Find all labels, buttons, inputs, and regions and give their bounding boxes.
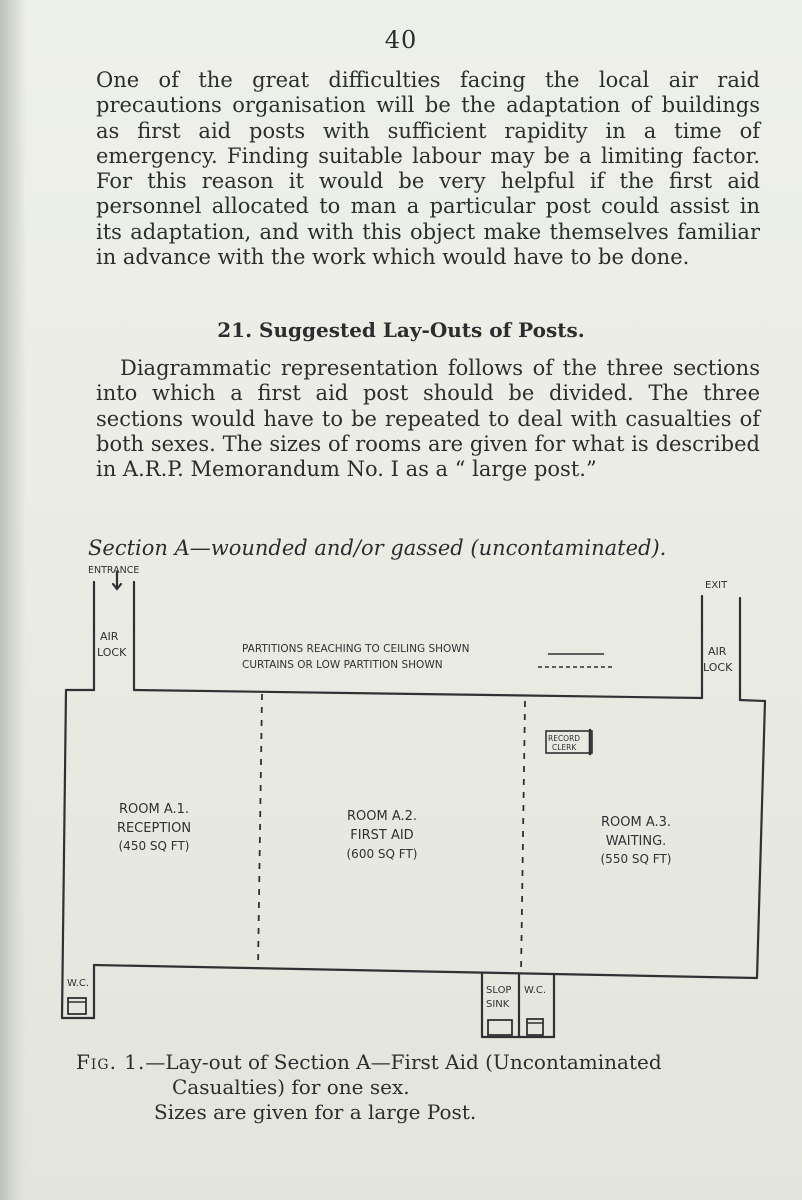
- air-lock-left-line2: LOCK: [97, 646, 127, 659]
- intro-paragraph: One of the great difficulties facing the local air raid precautions organisation will be the adaptation of buildings as first aid posts with sufficient rapidity in a time of emergency. Finding suitable labour may be a limiting factor. For this reason it would be very helpful if the first aid personnel allocated to man a particular post could assist in its adaptation, and with this object make themselves familiar in advance with the work which would have to be done.: [96, 68, 760, 270]
- air-lock-right-line1: AIR: [708, 645, 727, 658]
- room-a1-use: RECEPTION: [116, 821, 192, 836]
- page-number: 40: [384, 26, 418, 54]
- record-clerk-line2: CLERK: [552, 743, 577, 752]
- wc-left-label: W.C.: [67, 978, 90, 989]
- caption-line3: Sizes are given for a large Post.: [154, 1100, 477, 1124]
- figure-caption: [76, 1050, 776, 1125]
- exit-label: EXIT: [705, 580, 728, 591]
- record-clerk-line1: RECORD: [548, 734, 581, 743]
- caption-line2: Casualties) for one sex.: [172, 1075, 410, 1099]
- wc-right-label: W.C.: [524, 985, 547, 996]
- section-a-title: Section A—wounded and/or gassed (uncontaminated).: [88, 536, 667, 560]
- room-a2-use: FIRST AID: [350, 828, 414, 843]
- room-a2-name: ROOM A.2.: [346, 809, 418, 824]
- figure-number: Fig. 1.: [76, 1050, 146, 1074]
- caption-line1: —Lay-out of Section A—First Aid (Uncontaminated: [145, 1050, 662, 1074]
- section-heading: 21. Suggested Lay-Outs of Posts.: [217, 318, 585, 342]
- room-a3-size: (550 SQ FT): [600, 852, 672, 866]
- room-a3-name: ROOM A.3.: [600, 815, 672, 830]
- room-a3-use: WAITING.: [605, 834, 667, 849]
- room-a1-name: ROOM A.1.: [118, 802, 190, 817]
- slop-sink-line2: SINK: [486, 999, 510, 1010]
- legend-low-partition: CURTAINS OR LOW PARTITION SHOWN: [242, 659, 443, 671]
- legend-full-partition: PARTITIONS REACHING TO CEILING SHOWN: [242, 643, 470, 655]
- entrance-label: ENTRANCE: [88, 565, 140, 576]
- slop-sink-line1: SLOP: [486, 985, 512, 996]
- air-lock-right-line2: LOCK: [703, 661, 733, 674]
- air-lock-left-line1: AIR: [100, 630, 119, 643]
- room-a2-size: (600 SQ FT): [346, 847, 418, 861]
- room-a1-size: (450 SQ FT): [118, 839, 190, 853]
- floor-plan-diagram: [0, 560, 802, 1040]
- layout-paragraph: Diagrammatic representation follows of the three sections into which a first aid post should be divided. The three sections would have to be repeated to deal with casualties of both sexes. The sizes of rooms are given for what is described in A.R.P. Memorandum No. I as a “ large post.”: [96, 356, 760, 482]
